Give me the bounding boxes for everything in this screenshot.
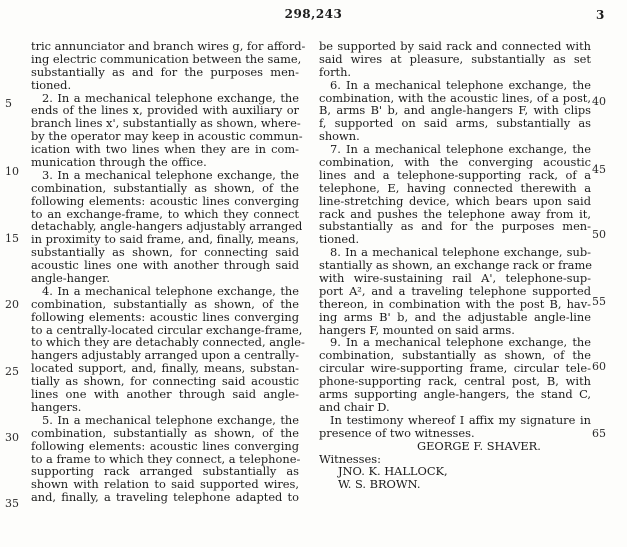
text-line: following elements: acoustic lines converging [31, 438, 299, 453]
text-line: B, arms B' b, and angle-hangers F, with clips [319, 103, 591, 118]
line-number: 20 [5, 298, 19, 311]
text-line: hangers F, mounted on said arms. [319, 322, 515, 337]
text-line: combination, substantially as shown, of the [31, 180, 299, 195]
text-line: and, finally, a traveling telephone adapted to [31, 490, 299, 505]
text-line: combination, substantially as shown, of the [31, 296, 299, 311]
text-line: to an exchange-frame, to which they connect [31, 206, 299, 221]
text-line: lines and a telephone-supporting rack, of a [319, 167, 591, 182]
text-line: stantially as shown, an exchange rack or frame [319, 258, 592, 273]
text-line: arms supporting angle-hangers, the stand C, [319, 387, 591, 402]
text-line: rack and pushes the telephone away from it, [319, 206, 591, 221]
line-number: 55 [592, 295, 606, 308]
text-line: tioned. [31, 77, 72, 92]
text-line: combination, with the converging acoustic [319, 155, 591, 170]
text-line: supporting rack arranged substantially as [31, 464, 299, 479]
text-line: acoustic lines one with another through said [31, 258, 299, 273]
text-line: phone-supporting rack, central post, B, with [319, 374, 591, 389]
page-number: 3 [596, 8, 605, 22]
right-column [319, 40, 591, 491]
text-line: ing electric communication between the same, [31, 51, 302, 66]
text-line: f, supported on said arms, substantially as [319, 116, 591, 131]
text-line: in proximity to said frame, and, finally, means, [31, 232, 299, 247]
line-number: 15 [5, 232, 19, 245]
line-number: 65 [592, 427, 606, 440]
witnesses-heading: Witnesses: [319, 451, 381, 466]
text-line: tric annunciator and branch wires g, for afford- [31, 39, 306, 53]
text-line: substantially as shown, for connecting said [31, 245, 299, 260]
line-number: 10 [5, 165, 19, 178]
text-line: shown with relation to said supported wires, [31, 477, 299, 492]
patent-number: 298,243 [284, 7, 343, 21]
text-line: telephone, E, having connected therewith a [319, 180, 591, 195]
text-line: combination, with the acoustic lines, of a post, [319, 90, 591, 105]
text-line: presence of two witnesses. [319, 425, 475, 440]
text-line: substantially as and for the purposes men- [319, 219, 591, 234]
text-line: ing arms B' b, and the adjustable angle-line [319, 309, 591, 324]
text-line: substantially as and for the purposes men- [31, 64, 299, 79]
text-line: circular wire-supporting frame, circular tele- [319, 361, 591, 376]
line-number: 50 [592, 228, 606, 241]
text-line: shown. [319, 129, 360, 144]
text-line: hangers adjustably arranged upon a centrally- [31, 348, 300, 363]
text-line: combination, substantially as shown, of the [319, 348, 591, 363]
line-number: 5 [5, 97, 12, 110]
witness-name: W. S. BROWN. [338, 477, 421, 492]
text-line: ends of the lines x, provided with auxiliary or [31, 103, 299, 118]
signature-name: GEORGE F. SHAVER. [417, 438, 541, 453]
text-line: lines one with another through said angle- [31, 387, 299, 402]
text-line: In testimony whereof I affix my signature in [330, 412, 591, 427]
text-line: 5. In a mechanical telephone exchange, the [42, 412, 299, 427]
text-line: following elements: acoustic lines converging [31, 309, 299, 324]
text-line: branch lines x', substantially as shown, where- [31, 116, 301, 131]
text-line: port A², and a traveling telephone supported [319, 283, 591, 298]
text-line: hangers. [31, 399, 82, 414]
line-number: 35 [5, 497, 19, 510]
text-line: 3. In a mechanical telephone exchange, the [42, 167, 299, 182]
text-line: ication with two lines when they are in com- [31, 142, 299, 157]
line-number: 25 [5, 365, 19, 378]
text-line: following elements: acoustic lines converging [31, 193, 299, 208]
text-line: line-stretching device, which bears upon said [319, 193, 591, 208]
text-line: be supported by said rack and connected with [319, 39, 591, 53]
text-line: located support, and, finally, means, substan- [31, 361, 299, 376]
line-number: 30 [5, 431, 19, 444]
text-line: and chair D. [319, 399, 390, 414]
text-line: angle-hanger. [31, 271, 110, 286]
text-line: thereon, in combination with the post B, hav- [319, 296, 591, 311]
text-line: to a centrally-located circular exchange-frame, [31, 322, 303, 337]
text-line: 9. In a mechanical telephone exchange, the [330, 335, 591, 350]
text-line: to which they are detachably connected, angle- [31, 335, 305, 350]
text-line: said wires at pleasure, substantially as set [319, 51, 591, 66]
text-line: forth. [319, 64, 352, 79]
witness-name: JNO. K. HALLOCK, [338, 464, 448, 479]
text-line: 2. In a mechanical telephone exchange, the [42, 90, 299, 105]
text-line: 6. In a mechanical telephone exchange, the [330, 77, 591, 92]
text-line: 8. In a mechanical telephone exchange, sub- [330, 245, 591, 260]
left-column [31, 39, 306, 505]
text-line: tially as shown, for connecting said acoustic [31, 374, 299, 389]
line-number: 60 [592, 360, 606, 373]
text-line: with wire-sustaining rail A', telephone-sup- [319, 271, 591, 286]
text-line: to a frame to which they connect, a telephone- [31, 451, 301, 466]
text-line: tioned. [319, 232, 360, 247]
text-line: 4. In a mechanical telephone exchange, the [42, 283, 299, 298]
text-line: munication through the office. [31, 155, 207, 170]
line-number: 40 [592, 95, 606, 108]
text-line: by the operator may keep in acoustic commun- [31, 129, 303, 144]
text-line: 7. In a mechanical telephone exchange, the [330, 142, 591, 157]
text-line: detachably, angle-hangers adjustably arranged [31, 219, 303, 234]
text-line: combination, substantially as shown, of the [31, 425, 299, 440]
line-number: 45 [592, 163, 606, 176]
